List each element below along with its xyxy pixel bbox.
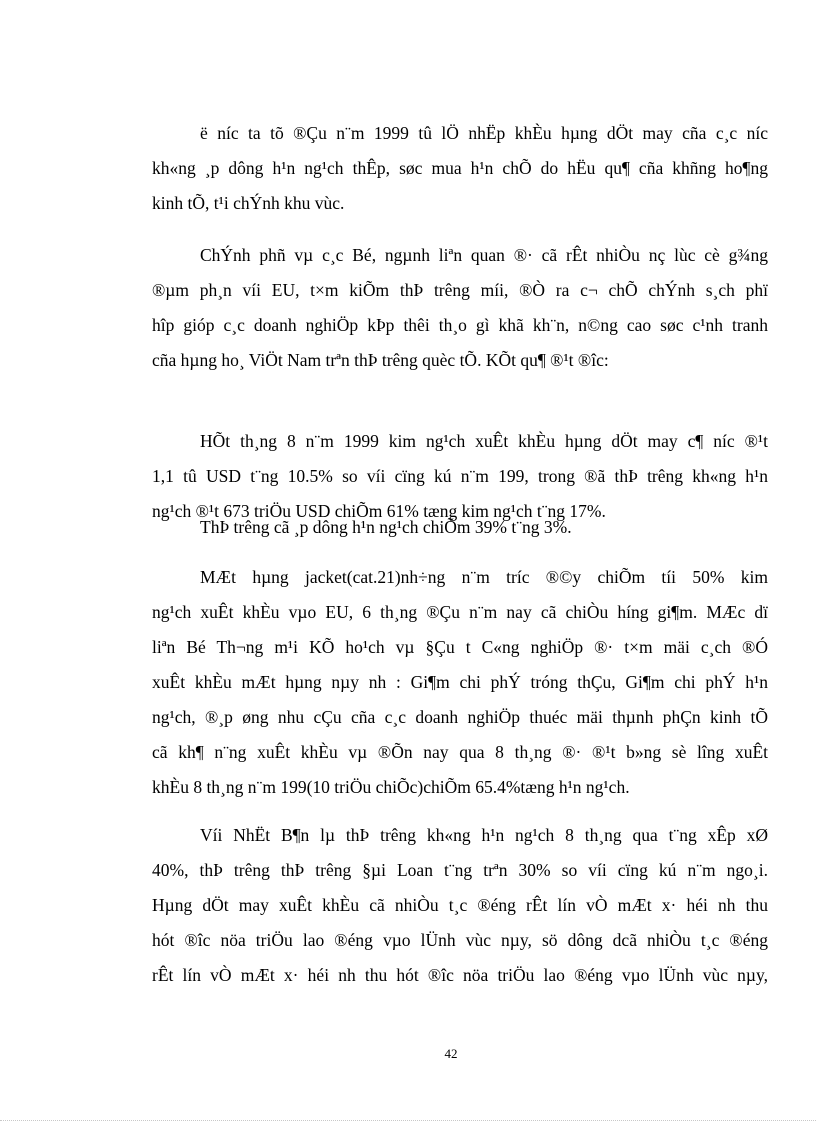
text-line: ChÝnh phñ vµ c¸c Bé, ngµnh liªn quan ®· cã rÊt nhiÒu nç lùc cè g¾ng xyxy=(200,245,768,265)
text-line: xuÊt khÈu mÆt hµng nµy nh : Gi¶m chi phÝ tróng thÇu, Gi¶m chi phÝ h¹n xyxy=(152,672,768,692)
page-number: 42 xyxy=(444,1046,458,1061)
text-line: Hµng dÖt may xuÊt khÈu cã nhiÒu t¸c ®éng rÊt lín vÒ mÆt x· héi nh thu xyxy=(152,895,768,915)
text-line: liªn Bé Th¬ng m¹i KÕ ho¹ch vµ §Çu t C«ng nghiÖp ®· t×m mäi c¸ch ®Ó xyxy=(152,637,768,657)
text-line: rÊt lín vÒ mÆt x· héi nh thu hót ®îc nöa triÖu lao ®éng vµo lÜnh vùc nµy, xyxy=(152,965,768,985)
text-line: MÆt hµng jacket(cat.21)nh÷ng n¨m tríc ®©y chiÕm tíi 50% kim xyxy=(200,567,768,587)
paragraph-government-efforts xyxy=(152,238,768,378)
text-line: cña hµng ho¸ ViÖt Nam trªn thÞ trêng quèc tÕ. KÕt qu¶ ®¹t ®îc: xyxy=(152,350,609,370)
text-line: kinh tÕ, t¹i chÝnh khu vùc. xyxy=(152,193,345,213)
text-line: Víi NhËt B¶n lµ thÞ trêng kh«ng h¹n ng¹ch 8 th¸ng qua t¨ng xÊp xØ xyxy=(200,825,768,845)
paragraph-japan-taiwan xyxy=(152,818,768,993)
text-line: ng¹ch ®¹t 673 triÖu USD chiÕm 61% tæng kim ng¹ch t¨ng 17%. xyxy=(152,501,606,521)
paragraph-import-situation xyxy=(152,116,768,221)
text-line: 1,1 tû USD t¨ng 10.5% so víi cïng kú n¨m 199, trong ®ã thÞ trêng kh«ng h¹n xyxy=(152,466,768,486)
text-line: ThÞ trêng cã ¸p dông h¹n ng¹ch chiÕm 39% t¨ng 3%. xyxy=(200,517,572,537)
text-line: HÕt th¸ng 8 n¨m 1999 kim ng¹ch xuÊt khÈu hµng dÖt may c¶ níc ®¹t xyxy=(200,431,768,451)
text-line: 40%, thÞ trêng thÞ trêng §µi Loan t¨ng trªn 30% so víi cïng kú n¨m ngo¸i. xyxy=(152,860,768,880)
text-line: cã kh¶ n¨ng xuÊt khÈu vµ ®Õn nay qua 8 th¸ng ®· ®¹t b»ng sè lîng xuÊt xyxy=(152,742,768,762)
text-line: hót ®îc nöa triÖu lao ®éng vµo lÜnh vùc nµy, sö dông dcã nhiÒu t¸c ®éng xyxy=(152,930,768,950)
text-line: ë níc ta tõ ®Çu n¨m 1999 tû lÖ nhËp khÈu hµng dÖt may cña c¸c níc xyxy=(200,123,768,143)
text-line: kh«ng ¸p dông h¹n ng¹ch thÊp, søc mua h¹n chÕ do hËu qu¶ cña khñng ho¶ng xyxy=(152,158,768,178)
text-line: ®µm ph¸n víi EU, t×m kiÕm thÞ trêng míi, ®Ò ra c¬ chÕ chÝnh s¸ch phï xyxy=(152,280,768,300)
paragraph-quota-market xyxy=(152,510,768,545)
paragraph-jacket-exports xyxy=(152,560,768,805)
text-line: ng¹ch, ®¸p øng nhu cÇu cña c¸c doanh nghiÖp thuéc mäi thµnh phÇn kinh tÕ xyxy=(152,707,768,727)
text-line: khÈu 8 th¸ng n¨m 199(10 triÖu chiÕc)chiÕm 65.4%tæng h¹n ng¹ch. xyxy=(152,777,630,797)
page-bottom-divider xyxy=(0,1120,816,1121)
text-line: ng¹ch xuÊt khÈu vµo EU, 6 th¸ng ®Çu n¨m nay cã chiÒu híng gi¶m. MÆc dï xyxy=(152,602,768,622)
text-line: hîp gióp c¸c doanh nghiÖp kÞp thêi th¸o gì khã kh¨n, n©ng cao søc c¹nh tranh xyxy=(152,315,768,335)
